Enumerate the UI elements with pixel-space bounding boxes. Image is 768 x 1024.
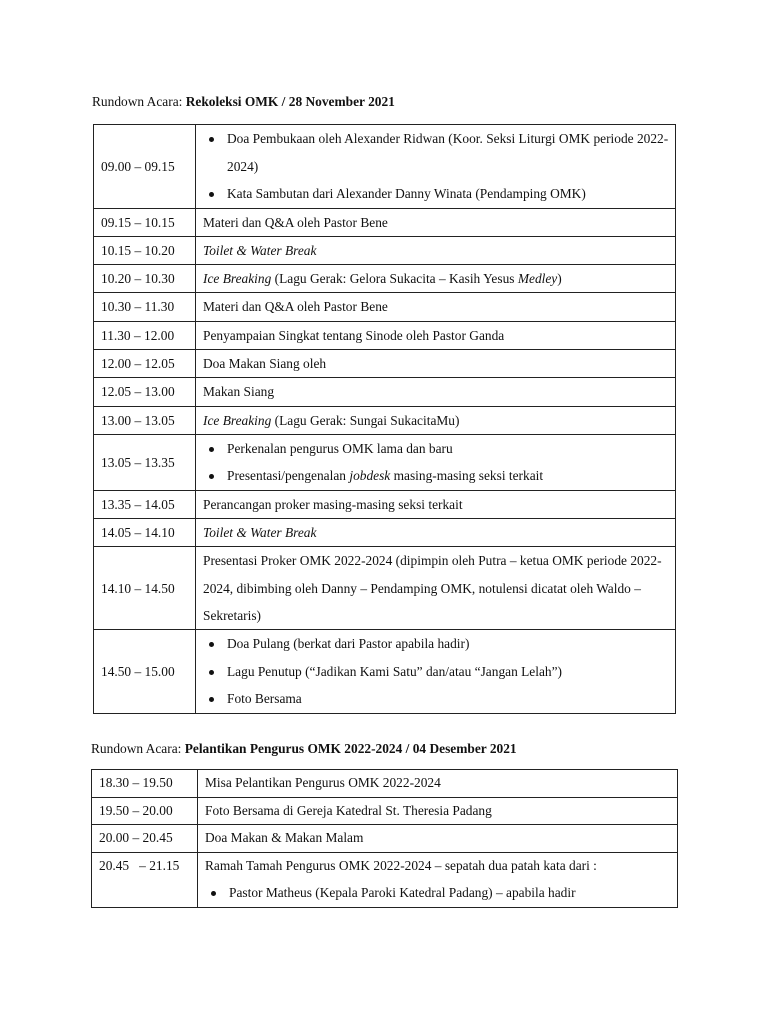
list-item-text: Kata Sambutan dari Alexander Danny Winata (Pendamping OMK)	[227, 186, 586, 201]
section1-title: Rekoleksi OMK / 28 November 2021	[185, 94, 395, 109]
time-cell: 09.15 – 10.15	[94, 208, 196, 236]
bullet-icon	[209, 642, 214, 647]
activity-cell	[196, 630, 676, 714]
time-cell: 09.00 – 09.15	[94, 125, 196, 209]
table-row	[92, 797, 678, 825]
bullet-icon	[209, 447, 214, 452]
list-item-text: Lagu Penutup (“Jadikan Kami Satu” dan/atau “Jangan Lelah”)	[227, 663, 563, 679]
activity-bullet-list	[203, 630, 675, 713]
activity-text: )	[557, 271, 562, 287]
section1-heading	[92, 94, 395, 110]
time-cell: 12.00 – 12.05	[94, 349, 196, 377]
activity-cell	[196, 434, 676, 490]
table-row	[94, 434, 676, 490]
pelantikan-schedule-table	[91, 769, 678, 908]
list-item-text: Doa Pulang (berkat dari Pastor apabila hadir)	[227, 636, 470, 652]
activity-cell	[198, 852, 678, 908]
table-row	[92, 825, 678, 853]
activity-cell: Materi dan Q&A oleh Pastor Bene	[196, 293, 676, 321]
section2-title: Pelantikan Pengurus OMK 2022-2024 / 04 Desember 2021	[184, 741, 517, 756]
time-cell: 12.05 – 13.00	[94, 378, 196, 406]
bullet-icon	[209, 474, 214, 479]
list-item	[203, 658, 675, 686]
table-row	[94, 490, 676, 518]
time-cell: 13.00 – 13.05	[94, 406, 196, 434]
table-row	[94, 349, 676, 377]
activity-cell	[196, 265, 676, 293]
list-item-text: Pastor Matheus (Kepala Paroki Katedral Padang) – apabila hadir	[229, 885, 576, 900]
table-row	[94, 208, 676, 236]
section2-label: Rundown Acara:	[91, 741, 185, 756]
bullet-icon	[209, 670, 214, 675]
list-item	[203, 685, 675, 713]
activity-bullet-list	[205, 879, 677, 907]
time-cell: 10.30 – 11.30	[94, 293, 196, 321]
bullet-icon	[211, 891, 216, 896]
list-item	[203, 630, 675, 658]
time-cell: 14.50 – 15.00	[94, 630, 196, 714]
bullet-icon	[209, 192, 214, 197]
activity-cell	[196, 406, 676, 434]
time-cell: 13.05 – 13.35	[94, 434, 196, 490]
activity-bullet-list	[203, 125, 675, 208]
list-item	[205, 879, 677, 907]
table-row	[94, 547, 676, 630]
table-row	[94, 321, 676, 349]
activity-emphasis: Ice Breaking	[203, 271, 272, 287]
table-row	[92, 770, 678, 798]
time-cell: 14.05 – 14.10	[94, 519, 196, 547]
activity-cell: Makan Siang	[196, 378, 676, 406]
table-row	[94, 406, 676, 434]
time-cell: 10.15 – 10.20	[94, 236, 196, 264]
list-item	[203, 462, 675, 490]
list-item	[203, 180, 675, 208]
activity-cell	[196, 125, 676, 209]
table-row	[92, 852, 678, 908]
time-cell: 18.30 – 19.50	[92, 770, 198, 798]
activity-cell: Misa Pelantikan Pengurus OMK 2022-2024	[198, 770, 678, 798]
list-item-emphasis: jobdesk	[349, 468, 391, 484]
list-item-text: masing-masing seksi terkait	[390, 468, 544, 484]
activity-cell: Presentasi Proker OMK 2022-2024 (dipimpin oleh Putra – ketua OMK periode 2022-2024, dibimbing oleh Danny – Pendamping OMK, notulensi dicatat oleh Waldo – Sekretaris)	[196, 547, 676, 630]
list-item-text: Presentasi/pengenalan	[227, 468, 350, 484]
activity-cell: Toilet & Water Break	[196, 236, 676, 264]
activity-bullet-list	[203, 435, 675, 490]
activity-text: (Lagu Gerak: Sungai SukacitaMu)	[271, 412, 460, 428]
activity-emphasis: Ice Breaking	[203, 412, 272, 428]
time-cell: 20.00 – 20.45	[92, 825, 198, 853]
list-item	[203, 435, 675, 463]
list-item-text: Perkenalan pengurus OMK lama dan baru	[227, 440, 453, 456]
time-cell: 19.50 – 20.00	[92, 797, 198, 825]
bullet-icon	[209, 137, 214, 142]
time-cell: 20.45 – 21.15	[92, 852, 198, 908]
list-item	[203, 125, 675, 180]
rekoleksi-schedule-table	[93, 124, 676, 714]
list-item-text: Doa Pembukaan oleh Alexander Ridwan (Koor. Seksi Liturgi OMK periode 2022-2024)	[227, 131, 669, 174]
activity-cell: Toilet & Water Break	[196, 519, 676, 547]
activity-text: (Lagu Gerak: Gelora Sukacita – Kasih Yesus	[271, 271, 518, 287]
time-cell: 10.20 – 10.30	[94, 265, 196, 293]
activity-cell: Foto Bersama di Gereja Katedral St. Theresia Padang	[198, 797, 678, 825]
section2-heading	[91, 741, 517, 757]
activity-cell: Doa Makan Siang oleh	[196, 349, 676, 377]
activity-emphasis: Medley	[517, 271, 558, 287]
activity-cell: Perancangan proker masing-masing seksi terkait	[196, 490, 676, 518]
bullet-icon	[209, 697, 214, 702]
section1-label: Rundown Acara:	[92, 94, 186, 109]
table-row	[94, 265, 676, 293]
table-row	[94, 236, 676, 264]
activity-text: Ramah Tamah Pengurus OMK 2022-2024 – sepatah dua patah kata dari :	[205, 857, 597, 873]
table-row	[94, 519, 676, 547]
table-row	[94, 293, 676, 321]
activity-cell: Penyampaian Singkat tentang Sinode oleh Pastor Ganda	[196, 321, 676, 349]
time-cell: 13.35 – 14.05	[94, 490, 196, 518]
activity-cell: Doa Makan & Makan Malam	[198, 825, 678, 853]
activity-cell: Materi dan Q&A oleh Pastor Bene	[196, 208, 676, 236]
time-cell: 14.10 – 14.50	[94, 547, 196, 630]
time-cell: 11.30 – 12.00	[94, 321, 196, 349]
table-row	[94, 125, 676, 209]
table-row	[94, 378, 676, 406]
list-item-text: Foto Bersama	[227, 691, 302, 707]
table-row	[94, 630, 676, 714]
